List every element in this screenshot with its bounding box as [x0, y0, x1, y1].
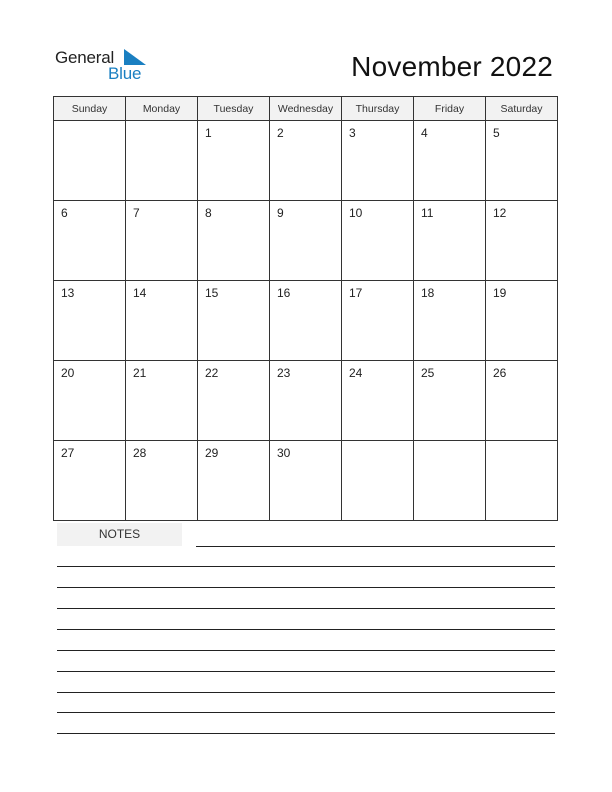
note-line	[57, 629, 555, 630]
day-cell: 7	[126, 201, 198, 281]
note-line	[57, 587, 555, 588]
weekday-friday: Friday	[414, 97, 486, 121]
day-cell: 12	[486, 201, 558, 281]
day-cell: 28	[126, 441, 198, 521]
day-cell: 19	[486, 281, 558, 361]
day-cell: 1	[198, 121, 270, 201]
day-cell: 29	[198, 441, 270, 521]
day-cell: 25	[414, 361, 486, 441]
day-cell: 8	[198, 201, 270, 281]
note-line	[57, 608, 555, 609]
note-line	[57, 671, 555, 672]
weekday-monday: Monday	[126, 97, 198, 121]
weekday-header-row	[54, 97, 558, 121]
brand-word-blue: Blue	[108, 64, 142, 83]
day-cell: 23	[270, 361, 342, 441]
day-cell: 6	[54, 201, 126, 281]
weekday-tuesday: Tuesday	[198, 97, 270, 121]
day-cell: 4	[414, 121, 486, 201]
day-cell: 16	[270, 281, 342, 361]
day-cell	[414, 441, 486, 521]
day-cell: 30	[270, 441, 342, 521]
week-row	[54, 281, 558, 361]
day-cell: 5	[486, 121, 558, 201]
day-cell: 22	[198, 361, 270, 441]
week-row	[54, 441, 558, 521]
month-title: November 2022	[351, 51, 553, 82]
weekday-sunday: Sunday	[54, 97, 126, 121]
note-line	[57, 692, 555, 693]
day-cell: 13	[54, 281, 126, 361]
day-cell: 11	[414, 201, 486, 281]
calendar-grid	[53, 96, 558, 521]
note-line	[57, 566, 555, 567]
day-cell: 21	[126, 361, 198, 441]
week-row	[54, 361, 558, 441]
brand-logo	[55, 46, 155, 86]
week-row	[54, 121, 558, 201]
day-cell	[342, 441, 414, 521]
day-cell	[486, 441, 558, 521]
day-cell: 2	[270, 121, 342, 201]
day-cell: 17	[342, 281, 414, 361]
week-row	[54, 201, 558, 281]
day-cell: 3	[342, 121, 414, 201]
day-cell: 18	[414, 281, 486, 361]
day-cell: 9	[270, 201, 342, 281]
day-cell: 14	[126, 281, 198, 361]
day-cell: 26	[486, 361, 558, 441]
day-cell: 15	[198, 281, 270, 361]
day-cell: 27	[54, 441, 126, 521]
note-line	[57, 650, 555, 651]
note-line	[196, 546, 555, 547]
weekday-thursday: Thursday	[342, 97, 414, 121]
day-cell	[54, 121, 126, 201]
note-line	[57, 712, 555, 713]
logo-triangle-icon	[122, 49, 146, 65]
day-cell: 24	[342, 361, 414, 441]
weekday-saturday: Saturday	[486, 97, 558, 121]
brand-word-general: General	[55, 48, 115, 67]
note-line	[57, 733, 555, 734]
day-cell: 20	[54, 361, 126, 441]
day-cell: 10	[342, 201, 414, 281]
day-cell	[126, 121, 198, 201]
notes-label: NOTES	[57, 523, 182, 546]
weekday-wednesday: Wednesday	[270, 97, 342, 121]
